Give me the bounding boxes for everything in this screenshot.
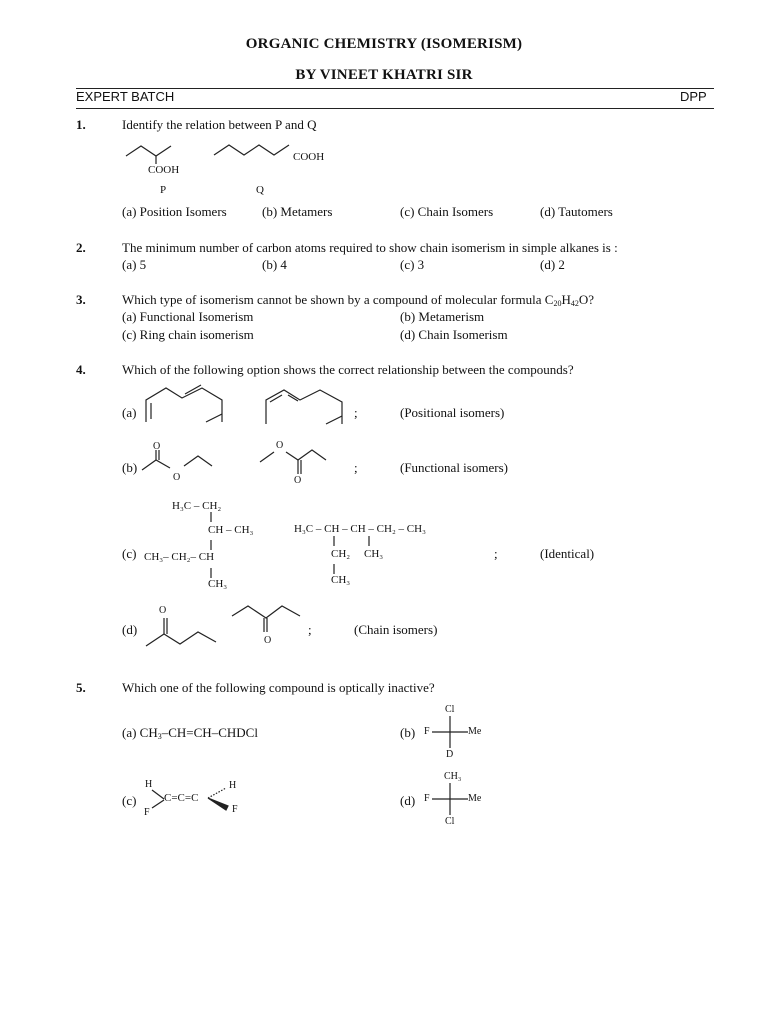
q4b-carbonyl-o-left: O — [153, 441, 161, 452]
q1-p-group: COOH — [148, 164, 180, 176]
q4b-separator: ; — [354, 460, 358, 475]
q4a-separator: ; — [354, 405, 358, 420]
q1-number: 1. — [76, 117, 86, 132]
q3-option-d[interactable]: (d) Chain Isomerism — [400, 327, 508, 342]
page-title: ORGANIC CHEMISTRY (ISOMERISM) — [245, 36, 523, 52]
q5c-f-right: F — [232, 804, 238, 815]
q1-q-group: COOH — [293, 151, 325, 163]
q4c-relation: (Identical) — [540, 546, 595, 561]
q4-option-c-label[interactable]: (c) — [122, 546, 137, 561]
dpp-label: DPP — [680, 89, 707, 104]
q4c-left-line2: CH – CH₃ — [208, 524, 254, 536]
q5d-fischer-cross — [432, 783, 472, 817]
q5b-left: F — [424, 726, 430, 737]
q5-number: 5. — [76, 680, 86, 695]
q5c-h-right: H — [229, 780, 237, 791]
header-rule-bottom — [76, 108, 714, 109]
q5-option-a[interactable] — [122, 725, 258, 741]
q1-option-b[interactable]: (b) Metamers — [262, 204, 333, 219]
q1-p-label: P — [160, 184, 167, 196]
q4-option-d-label[interactable]: (d) — [122, 622, 138, 637]
q2-option-c[interactable]: (c) 3 — [400, 257, 425, 272]
q4b-carbonyl-o-right: O — [294, 475, 302, 486]
q2-option-b[interactable]: (b) 4 — [262, 257, 287, 272]
q5a-rest: –CH=CH–CHDCl — [161, 725, 258, 740]
q3-sub-h: 42 — [570, 299, 579, 308]
q4c-right-line3: CH₃ — [364, 548, 384, 560]
q4-text: Which of the following option shows the correct relationship between the compounds? — [122, 362, 574, 377]
q3-number: 3. — [76, 292, 86, 307]
q5c-allene-core: C=C=C — [164, 792, 199, 804]
q2-option-a[interactable]: (a) 5 — [122, 257, 147, 272]
q3-sub-c: 20 — [553, 299, 562, 308]
q3-option-c[interactable]: (c) Ring chain isomerism — [122, 327, 254, 342]
q4b-ester-o-right: O — [276, 440, 284, 451]
q3-text-main: Which type of isomerism cannot be shown by a compound of molecular formula C — [122, 292, 554, 307]
q4c-left-line3: CH₃– CH₂– CH — [144, 551, 215, 563]
q4-number: 4. — [76, 362, 86, 377]
q4d-relation: (Chain isomers) — [354, 622, 438, 637]
q3-h: H — [561, 292, 571, 307]
q4-option-a-label[interactable]: (a) — [122, 405, 137, 420]
q5c-h-left: H — [145, 779, 153, 790]
q4a-structure-right — [264, 386, 346, 430]
q5b-right: Me — [468, 726, 482, 737]
q4a-relation: (Positional isomers) — [400, 405, 505, 420]
q4d-structure-left — [144, 612, 224, 652]
q4b-ester-o-left: O — [173, 472, 181, 483]
q5c-f-left: F — [144, 807, 150, 818]
q4d-o-left: O — [159, 605, 167, 616]
q5-option-b-label[interactable]: (b) — [400, 725, 416, 740]
q5d-top: CH₃ — [444, 771, 462, 782]
q4c-left-line4: CH₃ — [208, 578, 228, 590]
q4b-relation: (Functional isomers) — [400, 460, 508, 475]
q5-option-d-label[interactable]: (d) — [400, 793, 416, 808]
q2-text: The minimum number of carbon atoms required to show chain isomerism in simple alkanes is : — [122, 240, 618, 255]
q2-number: 2. — [76, 240, 86, 255]
q4d-o-right: O — [264, 635, 272, 646]
q5a-sub: 3 — [157, 732, 162, 741]
q3-text-end: O? — [578, 292, 594, 307]
q4d-separator: ; — [308, 622, 312, 637]
q4-option-b-label[interactable]: (b) — [122, 460, 138, 475]
q2-option-d[interactable]: (d) 2 — [540, 257, 565, 272]
q1-option-a[interactable]: (a) Position Isomers — [122, 204, 227, 219]
q5d-right: Me — [468, 793, 482, 804]
q4c-right-line1: H₃C – CH – CH – CH₂ – CH₃ — [294, 523, 426, 535]
q5b-bottom: D — [446, 749, 454, 760]
batch-label: EXPERT BATCH — [76, 89, 175, 104]
q3-option-a[interactable]: (a) Functional Isomerism — [122, 309, 254, 324]
q4c-left-line1: H₃C – CH₂ — [172, 500, 222, 512]
q5-option-c-label[interactable]: (c) — [122, 793, 137, 808]
q4c-separator: ; — [494, 546, 498, 561]
q4c-right-line4: CH₃ — [331, 574, 351, 586]
q5b-fischer-cross — [432, 716, 472, 750]
q3-option-b[interactable]: (b) Metamerism — [400, 309, 485, 324]
author-line: BY VINEET KHATRI SIR — [295, 67, 473, 83]
q1-text: Identify the relation between P and Q — [122, 117, 317, 132]
q1-structure-q — [212, 140, 302, 170]
q5d-bottom: Cl — [445, 816, 455, 827]
q1-option-c[interactable]: (c) Chain Isomers — [400, 204, 494, 219]
q1-q-label: Q — [256, 184, 264, 196]
q4c-right-line2: CH₂ — [331, 548, 351, 560]
q5a-prefix: (a) CH — [122, 725, 158, 740]
q5b-top: Cl — [445, 704, 455, 715]
q5-text: Which one of the following compound is optically inactive? — [122, 680, 435, 695]
q3-text — [122, 292, 594, 308]
q4a-structure-left — [144, 384, 226, 428]
q5d-left: F — [424, 793, 430, 804]
q1-option-d[interactable]: (d) Tautomers — [540, 204, 613, 219]
q4c-left-bonds — [208, 512, 218, 582]
